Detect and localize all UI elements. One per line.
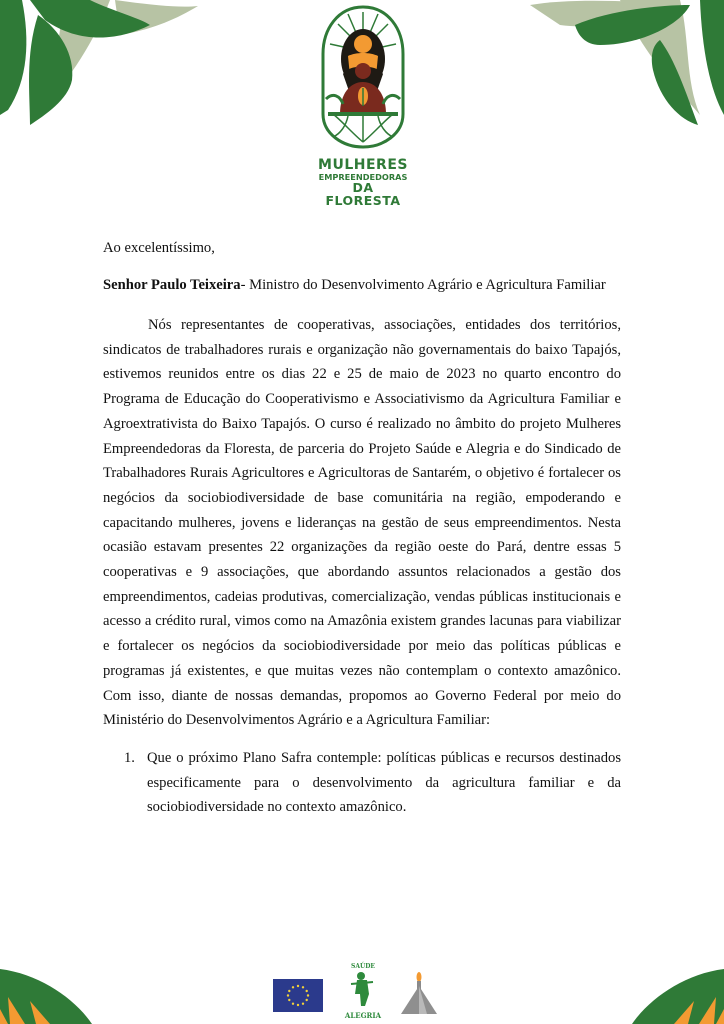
leaves-decoration-top-left [0, 0, 200, 130]
logo-emblem-icon [318, 4, 408, 149]
eu-flag-icon [273, 979, 323, 1012]
addressee-name: Senhor Paulo Teixeira [103, 277, 241, 293]
sponsor-logos [273, 960, 443, 1020]
mulheres-empreendedoras-logo [318, 4, 408, 207]
addressee [103, 277, 606, 294]
body-paragraph: Nós representantes de cooperativas, associações, entidades dos territórios, sindicatos de trabalhadores rurais e organização não governamentais do baixo Tapajós, estivemos reunidos entre os dias 22 e 25 de maio de 2023 no quarto encontro do Programa de Educação do Cooperativismo e Associativismo da Agricultura Familiar e Agroextrativista do Baixo Tapajós. O curso é realizado no âmbito do projeto Mulheres Empreendedoras da Floresta, de parceria do Projeto Saúde e Alegria e do Sindicado de Trabalhadores Rurais Agricultores e Agricultoras de Santarém, o objetivo é fortalecer os negócios da sociobiodiversidade de base comunitária na região, empoderando e capacitando mulheres, jovens e lideranças na gestão de seus empreendimentos. Nesta ocasião estavam presentes 22 organizações da região oeste do Pará, dentre essas 5 cooperativas e 9 associações, que abordando assuntos relacionados a gestão dos empreendimentos, cadeias produtivas, comercialização, vendas públicas institucionais e acesso a crédito rural, vimos como na Amazônia existem grandes lacunas para viabilizar e fortalecer os negócios da sociobiodiversidade por meio das políticas públicas e programas já existentes, e que muitas vezes não contemplam o contexto amazônico. Com isso, diante de nossas demandas, propomos ao Governo Federal por meio do Ministério do Desenvolvimentos Agrário e a Agricultura Familiar: [103, 317, 621, 729]
sun-decoration-bottom-right [629, 969, 724, 1024]
saude-label: SAÚDE [351, 963, 375, 970]
alegria-label: ALEGRIA [344, 1011, 382, 1020]
list-item [103, 746, 621, 820]
list-item-number: 1. [124, 750, 135, 766]
lamp-logo-icon [399, 972, 439, 1016]
logo-title-line2: EMPREENDEDORAS [318, 172, 408, 182]
demands-list [103, 746, 621, 820]
logo-title-line1: MULHERES [318, 157, 408, 173]
leaves-decoration-top-right [520, 0, 724, 130]
sun-decoration-bottom-left [0, 969, 95, 1024]
addressee-title: - Ministro do Desenvolvimento Agrário e Agricultura Familiar [240, 277, 606, 293]
list-item-text: Que o próximo Plano Safra contemple: políticas públicas e recursos destinados especificamente para o desenvolvimento da agricultura familiar e da sociobiodiversidade no contexto amazônico. [147, 750, 621, 816]
logo-title-line3: DA FLORESTA [325, 180, 401, 208]
salutation: Ao excelentíssimo, [103, 240, 215, 256]
saude-alegria-logo [343, 960, 383, 1020]
